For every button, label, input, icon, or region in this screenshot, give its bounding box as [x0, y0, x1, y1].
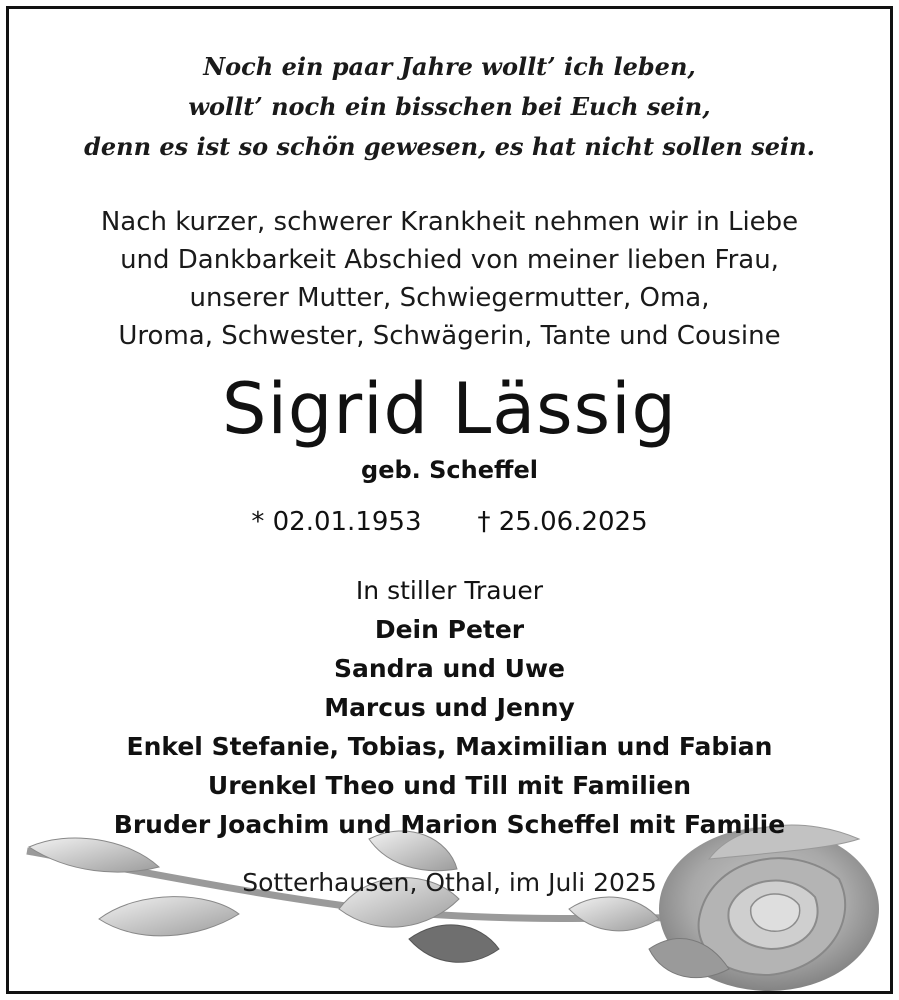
- announcement-line: Nach kurzer, schwerer Krankheit nehmen wir in Liebe: [100, 207, 799, 237]
- maiden-name: geb. Scheffel: [361, 456, 538, 484]
- birth-date: * 02.01.1953: [251, 507, 422, 537]
- death-date: † 25.06.2025: [477, 507, 648, 537]
- poem-line: Noch ein paar Jahre wollt’ ich leben,: [203, 52, 696, 81]
- mourners-lead: In stiller Trauer: [355, 576, 544, 605]
- place-and-date: Sotterhausen, Othal, im Juli 2025: [242, 868, 657, 897]
- poem-line: denn es ist so schön gewesen, es hat nicht sollen sein.: [84, 132, 815, 161]
- mourners-list: [9, 571, 890, 844]
- obituary-content: [9, 9, 890, 844]
- announcement-line: Uroma, Schwester, Schwägerin, Tante und Cousine: [118, 321, 781, 351]
- poem-verse: [9, 47, 890, 167]
- mourner-entry: Dein Peter: [374, 615, 525, 644]
- announcement-line: und Dankbarkeit Abschied von meiner lieben Frau,: [120, 245, 779, 275]
- mourner-entry: Bruder Joachim und Marion Scheffel mit Familie: [113, 810, 786, 839]
- announcement-text: [9, 203, 890, 355]
- obituary-frame: [6, 6, 893, 994]
- life-dates: [9, 505, 890, 539]
- deceased-name: Sigrid Lässig: [222, 368, 677, 450]
- mourner-entry: Sandra und Uwe: [333, 654, 566, 683]
- announcement-line: unserer Mutter, Schwiegermutter, Oma,: [189, 283, 710, 313]
- poem-line: wollt’ noch ein bisschen bei Euch sein,: [188, 92, 711, 121]
- mourner-entry: Marcus und Jenny: [324, 693, 575, 722]
- mourner-entry: Urenkel Theo und Till mit Familien: [207, 771, 692, 800]
- mourner-entry: Enkel Stefanie, Tobias, Maximilian und Fabian: [126, 732, 773, 761]
